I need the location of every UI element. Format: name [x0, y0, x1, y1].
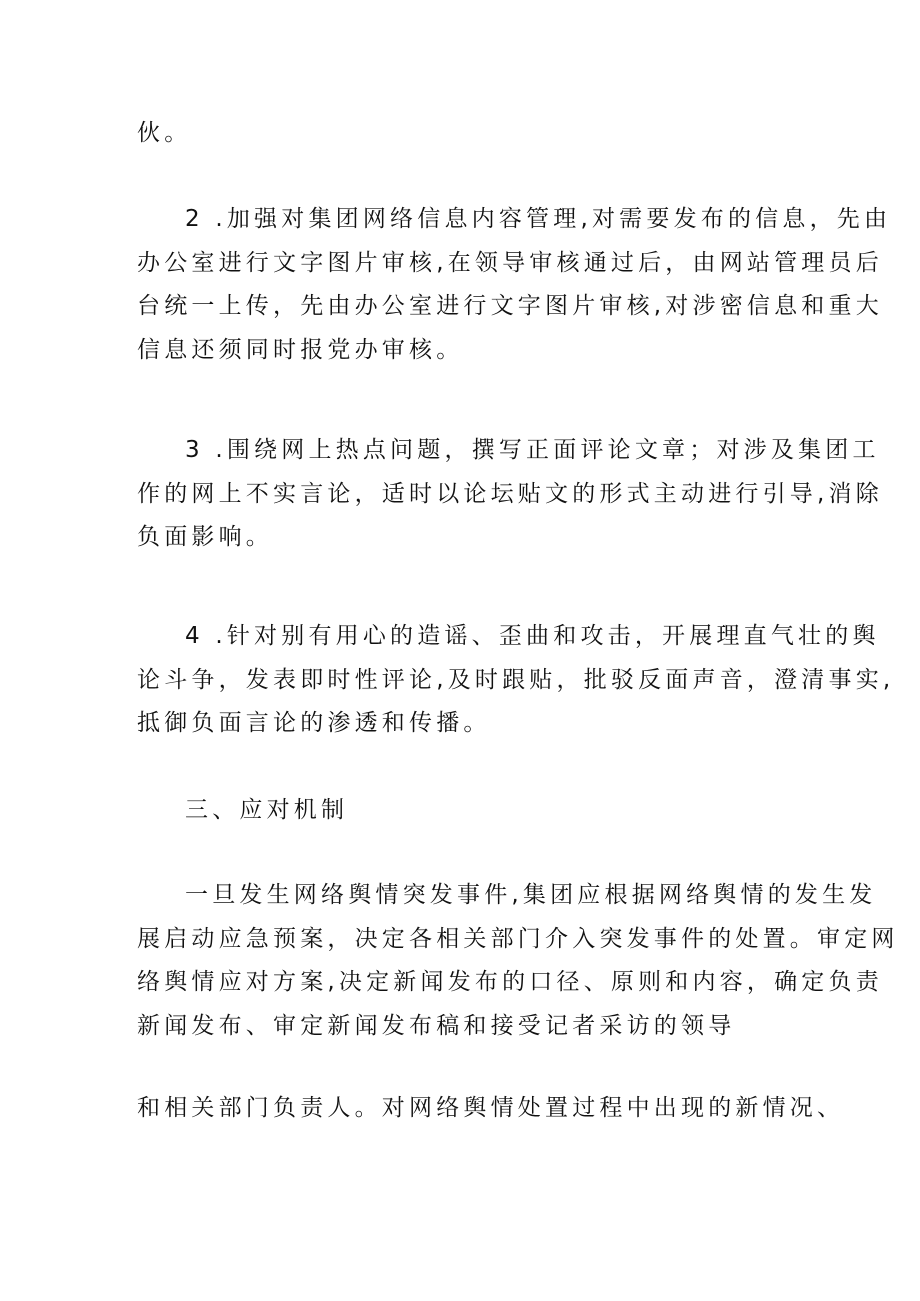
text-line: 4 .针对别有用心的造谣、歪曲和攻击，开展理直气壮的舆 — [185, 623, 880, 649]
section-heading — [137, 789, 783, 833]
text-line: 和相关部门负责人。对网络舆情处置过程中出现的新情况、 — [137, 1095, 845, 1121]
text-line: 台统一上传，先由办公室进行文字图片审核,对涉密信息和重大 — [137, 293, 883, 319]
paragraph-item-2 — [137, 198, 892, 372]
paragraph-mechanism-continued — [137, 1087, 845, 1131]
text-line: 一旦发生网络舆情突发事件,集团应根据网络舆情的发生发 — [185, 882, 877, 908]
paragraph-item-3 — [137, 429, 883, 560]
paragraph-item-4 — [137, 615, 895, 746]
text-line: 3 .围绕网上热点问题，撰写正面评论文章；对涉及集团工 — [185, 437, 880, 463]
text-line: 2 .加强对集团网络信息内容管理,对需要发布的信息，先由 — [185, 206, 892, 232]
text-line: 展启动应急预案，决定各相关部门介入突发事件的处置。审定网 — [137, 925, 899, 952]
text-line: 抵御负面言论的渗透和传播。 — [137, 710, 491, 736]
text-line: 络舆情应对方案,决定新闻发布的口径、原则和内容，确定负责 — [137, 969, 883, 995]
text-line: 论斗争，发表即时性评论,及时跟贴，批驳反面声音，澄清事实, — [137, 666, 895, 693]
text-line: 负面影响。 — [137, 524, 273, 550]
text-line: 信息还须同时报党办审核。 — [137, 336, 464, 363]
heading-text: 三、应对机制 — [185, 797, 349, 823]
text-line: 伙。 — [137, 120, 192, 146]
paragraph-mechanism — [137, 874, 899, 1048]
text-line: 新闻发布、审定新闻发布稿和接受记者采访的领导 — [137, 1012, 736, 1039]
paragraph-continuation — [137, 112, 783, 156]
text-line: 办公室进行文字图片审核,在领导审核通过后，由网站管理员后 — [137, 249, 883, 276]
text-line: 作的网上不实言论，适时以论坛贴文的形式主动进行引导,消除 — [137, 480, 883, 507]
